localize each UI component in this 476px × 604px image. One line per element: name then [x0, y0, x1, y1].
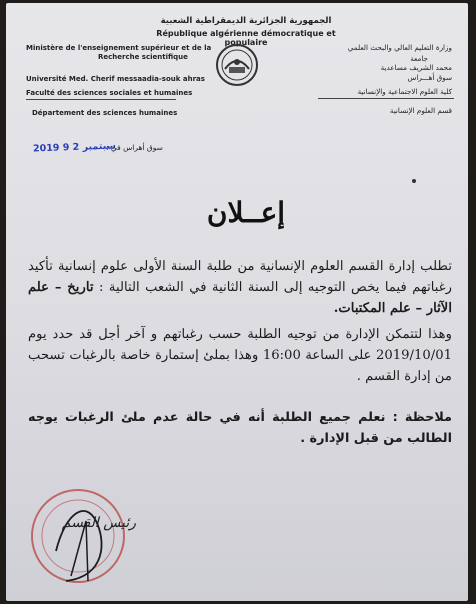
date-label: سوق أهراس في : [106, 143, 163, 152]
university-french: Université Med. Cherif messaadia-souk ahras [26, 75, 205, 83]
department-french: Département des sciences humaines [32, 109, 178, 117]
republic-french: République algérienne démocratique et populaire [156, 29, 336, 47]
ministry-french-line1: Ministère de l'enseignement supérieur et de la [26, 44, 212, 52]
university-emblem-icon [215, 43, 259, 87]
university-arabic-2: محمد الشريف مساعدية [380, 63, 452, 72]
ministry-arabic: وزارة التعليم العالي والبحث العلمي [347, 43, 452, 52]
note-paragraph: ملاحظة : نعلم جميع الطلبة أنه في حالة عدم ملئ الرغبات يوجه الطالب من قبل الإدارة . [28, 410, 452, 446]
paragraph-1 [28, 256, 452, 319]
paragraph-2: وهذا لتتمكن الإدارة من توجيه الطلبة حسب رغباتهم و آخر أجل قد حدد يوم 2019/10/01 على الساعة 16:00 وهذا بملئ إستمارة خاصة بالرغبات تسحب من إدارة القسم . [28, 327, 452, 384]
university-arabic-1: جامعة [410, 54, 428, 63]
paragraph-1-text: تطلب إدارة القسم العلوم الإنسانية من طلبة السنة الأولى علوم إنسانية تأكيد رغباتهم فيما يخص التوجيه إلى السنة الثانية في الشعب التالية : [28, 259, 452, 295]
faculty-french: Faculté des sciences sociales et humaines [26, 89, 193, 97]
date-stamp: 2019 سبتمبر 2 9 [32, 140, 117, 155]
specialties-list: تاريخ – علم الآثار – علم المكتبات. [28, 280, 452, 316]
ministry-french-line2: Recherche scientifique [98, 53, 188, 61]
department-seal-stamp [26, 481, 136, 591]
announcement-title: إعــلان [206, 196, 286, 229]
faculty-arabic: كلية العلوم الاجتماعية والإنسانية [357, 87, 452, 96]
document-page [6, 3, 468, 601]
department-arabic: قسم العلوم الإنسانية [389, 106, 452, 115]
university-arabic-3: سوق أهـــراس [407, 73, 452, 82]
republic-arabic: الجمهورية الجزائرية الديمقراطية الشعبية [160, 16, 332, 26]
divider [26, 99, 176, 100]
divider [318, 98, 454, 99]
department-head-label: رئيس القسم [61, 515, 136, 531]
dot-mark [412, 179, 416, 183]
